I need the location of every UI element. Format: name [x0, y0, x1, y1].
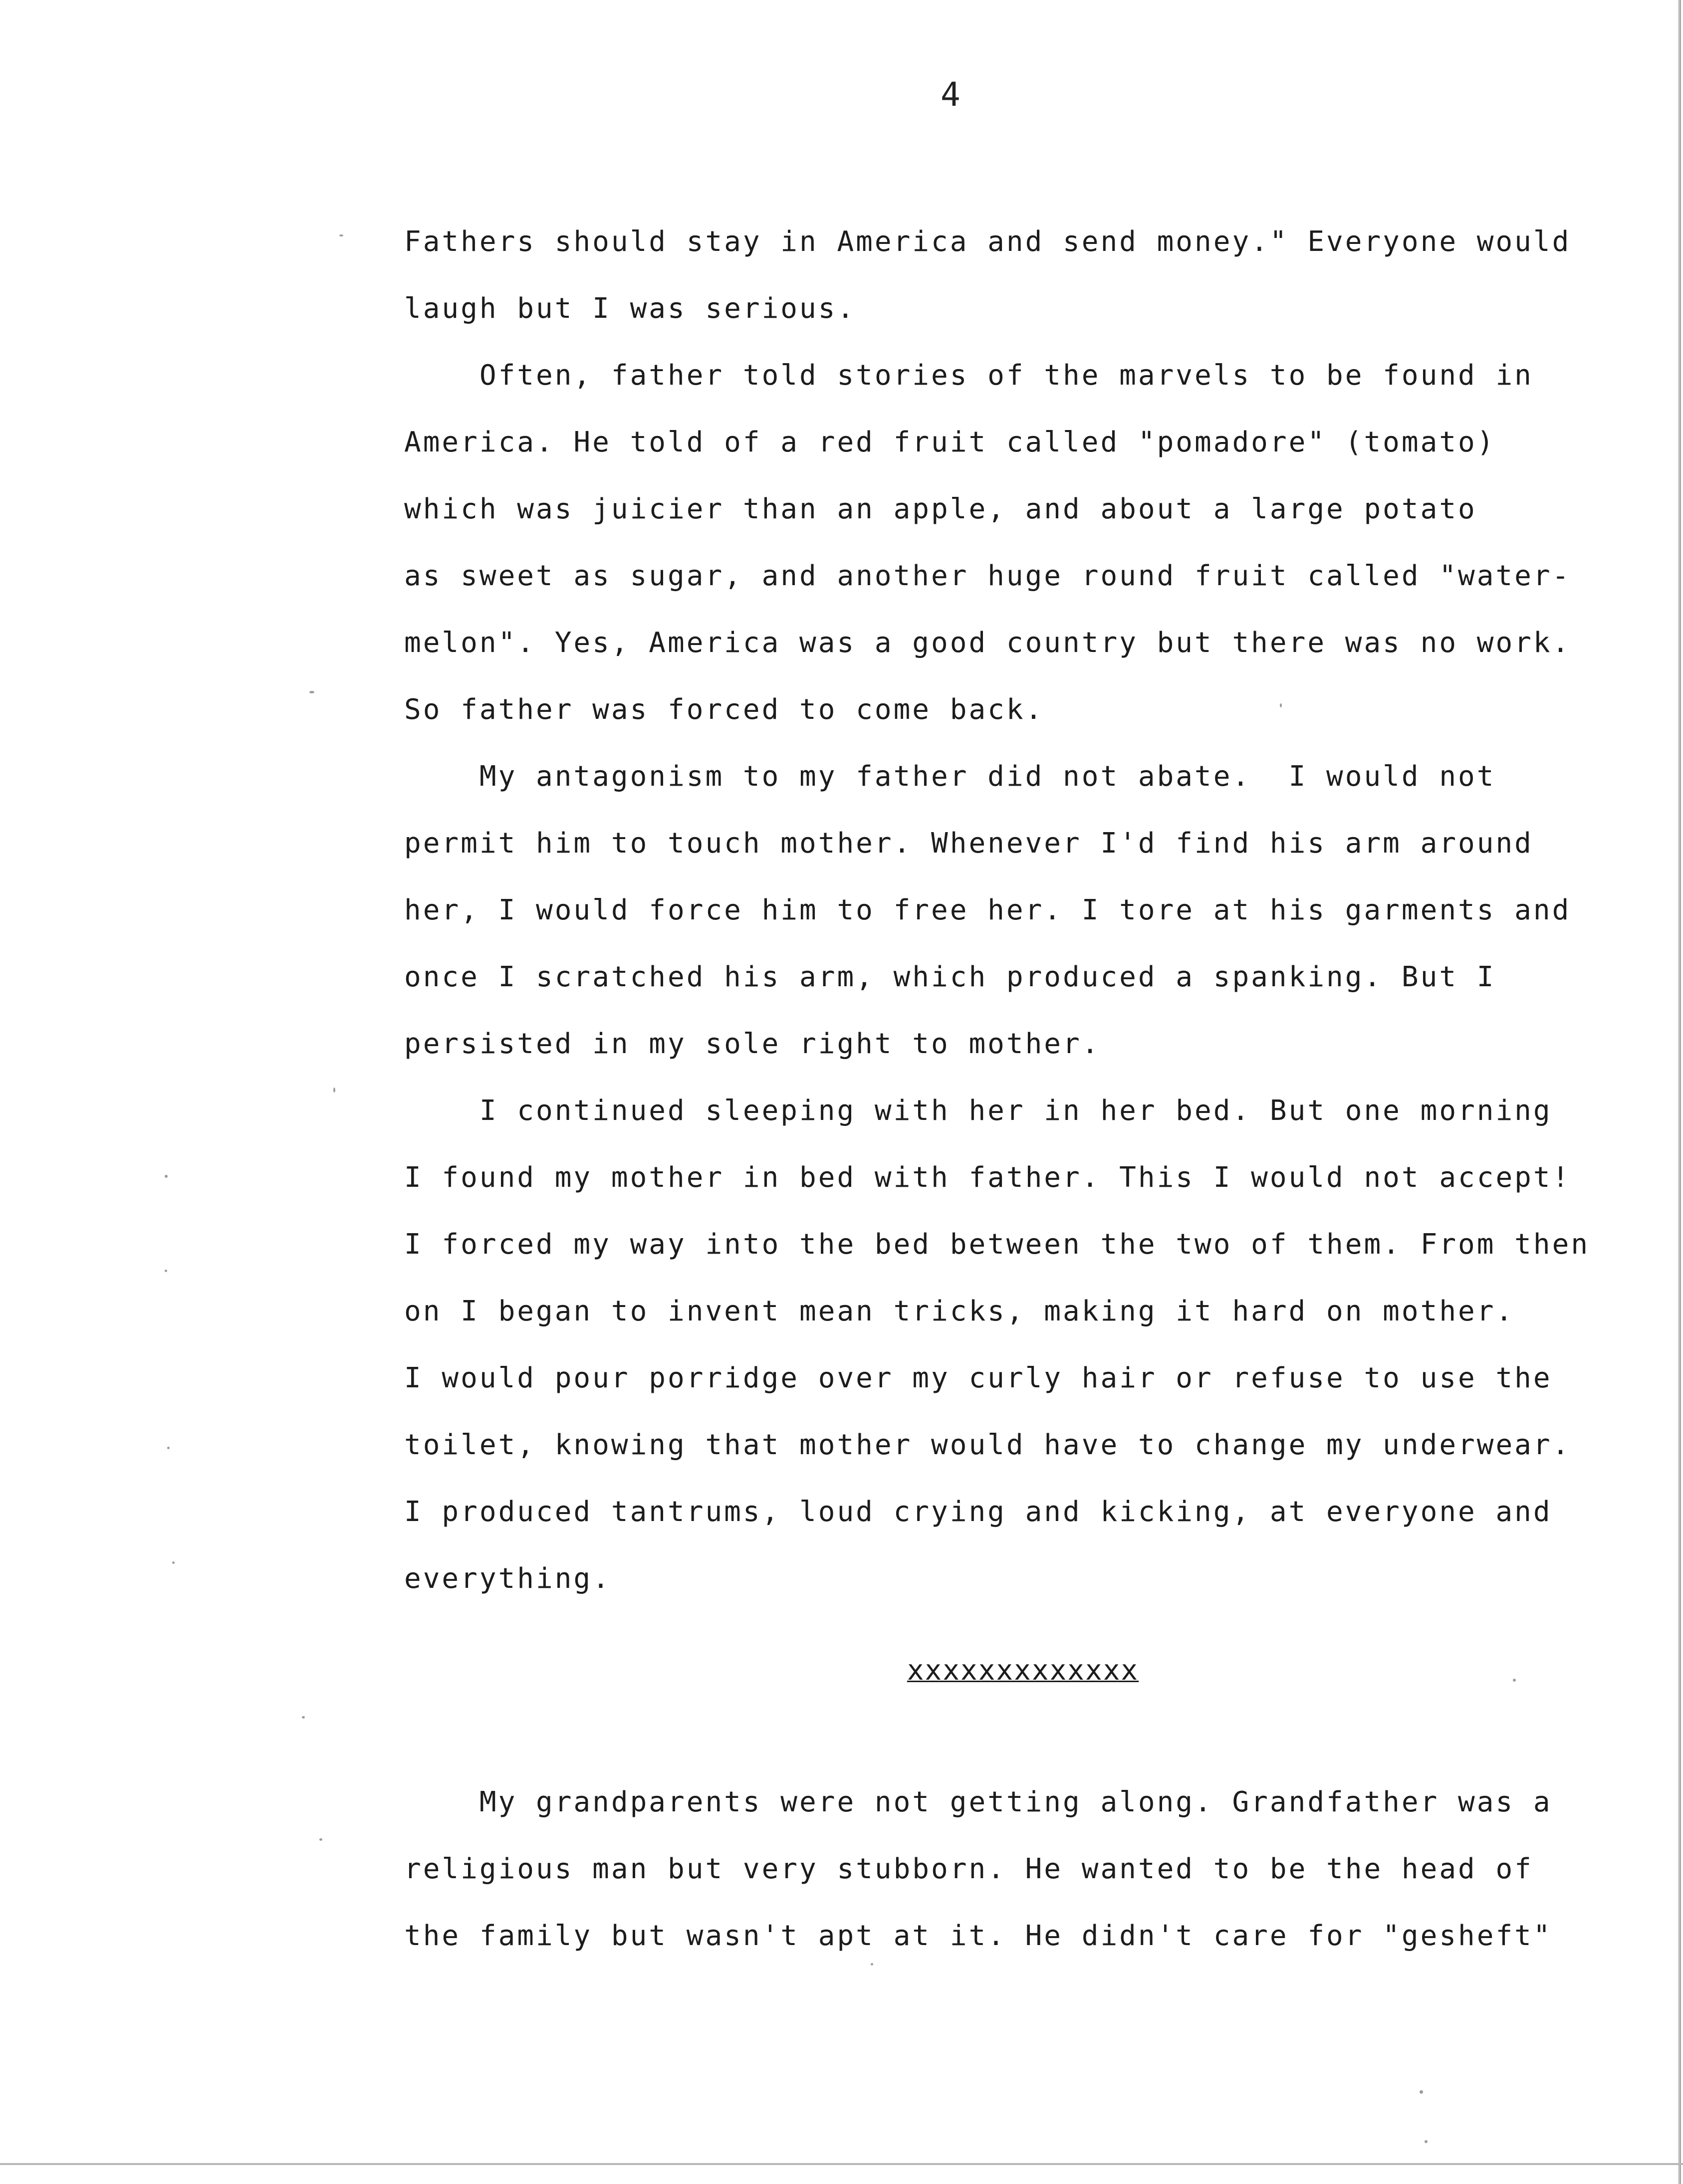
text-line: her, I would force him to free her. I tore at his garments and: [404, 894, 1571, 926]
scan-speck: [1425, 2140, 1428, 2143]
text-line: the family but wasn't apt at it. He didn't care for "gesheft": [404, 1920, 1552, 1952]
paragraph-5: [404, 1769, 1672, 1969]
text-line: melon". Yes, America was a good country but there was no work.: [404, 627, 1571, 659]
scan-speck: [309, 691, 314, 693]
text-line: I forced my way into the bed between the two of them. From then: [404, 1228, 1590, 1261]
paragraph-1: [404, 209, 1672, 342]
text-line: once I scratched his arm, which produced a spanking. But I: [404, 961, 1496, 993]
scan-speck: [1513, 1679, 1516, 1682]
paragraph-4: [404, 1078, 1672, 1612]
text-line: My grandparents were not getting along. Grandfather was a: [404, 1786, 1552, 1818]
paragraph-2: [404, 342, 1672, 743]
page-number: 4: [941, 75, 961, 114]
paragraph-3: [404, 743, 1672, 1078]
text-line: My antagonism to my father did not abate. I would not: [404, 760, 1496, 793]
scan-speck: [1280, 703, 1282, 707]
scan-speck: [302, 1716, 305, 1719]
scan-speck: [165, 1270, 167, 1272]
text-line: toilet, knowing that mother would have to change my underwear.: [404, 1429, 1571, 1461]
text-line: everything.: [404, 1562, 611, 1595]
scan-speck: [319, 1838, 322, 1841]
text-line: So father was forced to come back.: [404, 693, 1044, 726]
text-line: I produced tantrums, loud crying and kicking, at everyone and: [404, 1496, 1552, 1528]
text-line: I would pour porridge over my curly hair or refuse to use the: [404, 1362, 1552, 1394]
text-line: I continued sleeping with her in her bed. But one morning: [404, 1094, 1552, 1127]
scan-speck: [339, 234, 343, 236]
text-line: permit him to touch mother. Whenever I'd find his arm around: [404, 827, 1533, 860]
body-text: [404, 209, 1672, 1969]
text-line: religious man but very stubborn. He wanted to be the head of: [404, 1853, 1533, 1885]
scan-speck: [1420, 2090, 1423, 2094]
scan-bottom-edge: [0, 2163, 1683, 2165]
text-line: laugh but I was serious.: [404, 292, 856, 325]
scan-speck: [172, 1561, 175, 1564]
section-separator: xxxxxxxxxxxxx: [907, 1654, 1139, 1687]
scan-speck: [333, 1088, 335, 1092]
scan-edge: [1678, 0, 1681, 2184]
text-line: persisted in my sole right to mother.: [404, 1028, 1101, 1060]
text-line: America. He told of a red fruit called "pomadore" (tomato): [404, 426, 1496, 458]
text-line: which was juicier than an apple, and about a large potato: [404, 493, 1477, 525]
text-line: as sweet as sugar, and another huge round fruit called "water-: [404, 560, 1571, 592]
scan-speck: [165, 1175, 168, 1178]
scan-speck: [167, 1447, 170, 1449]
scan-speck: [871, 1963, 873, 1966]
text-line: Fathers should stay in America and send money." Everyone would: [404, 225, 1571, 258]
text-line: I found my mother in bed with father. This I would not accept!: [404, 1161, 1571, 1194]
text-line: on I began to invent mean tricks, making it hard on mother.: [404, 1295, 1515, 1327]
text-line: Often, father told stories of the marvels to be found in: [404, 359, 1533, 392]
